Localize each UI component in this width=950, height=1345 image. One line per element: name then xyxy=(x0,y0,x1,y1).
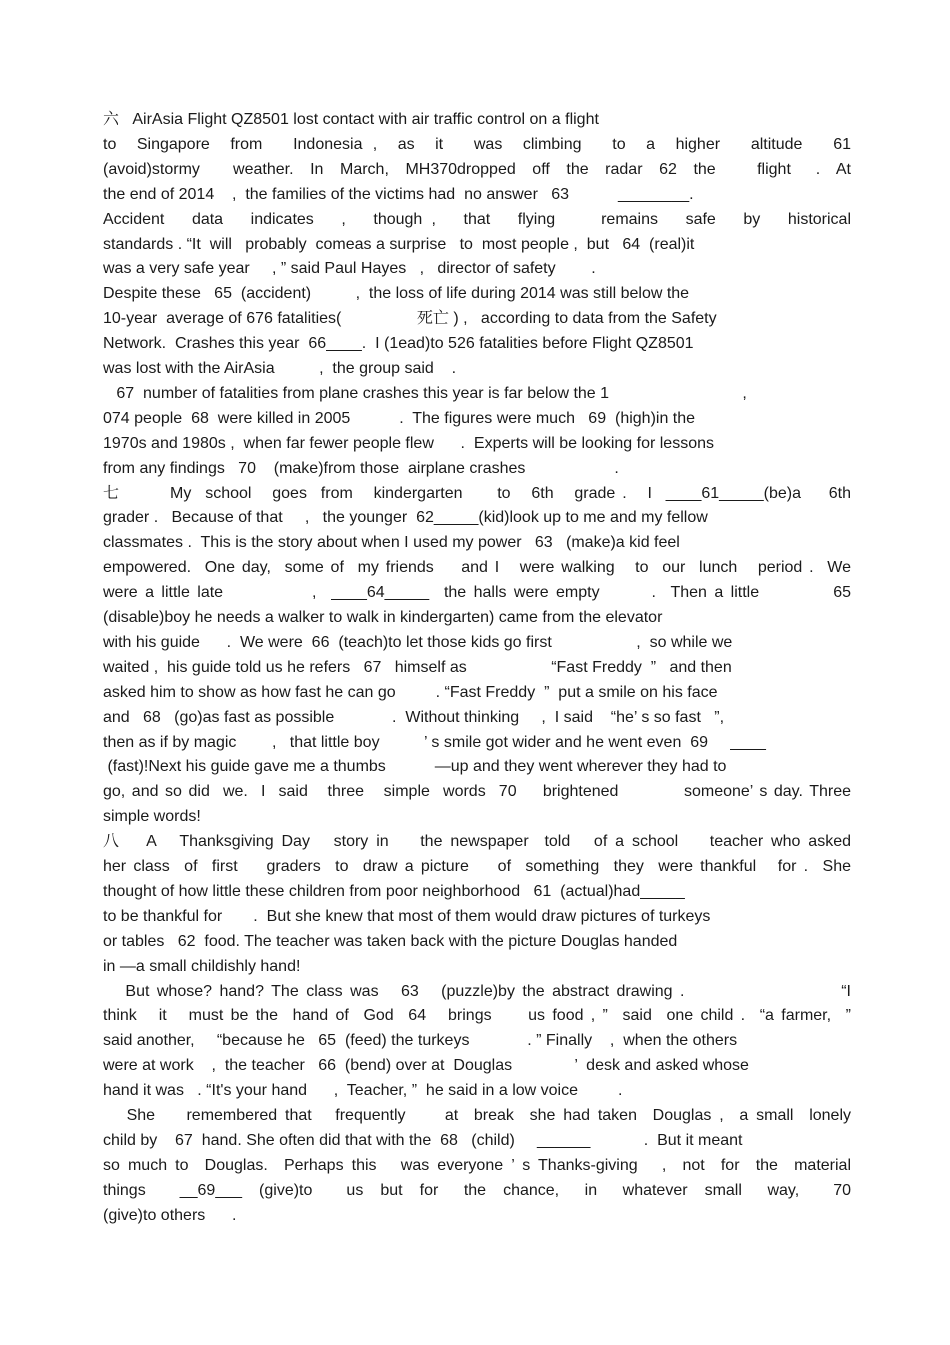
text-line: Despite these 65 (accident) , the loss of life during 2014 was still below the xyxy=(103,285,690,303)
text-line: 七 My school goes from kindergarten to 6th grade . I ____61_____(be)a 6th xyxy=(103,484,851,502)
text-line: grader . Because of that , the younger 62_____(kid)look up to me and my fellow xyxy=(103,509,708,527)
text-line: from any findings 70 (make)from those airplane crashes . xyxy=(103,459,619,477)
text-line: then as if by magic , that little boy ’ s smile got wider and he went even 69 ____ xyxy=(103,733,766,751)
text-line: with his guide . We were 66 (teach)to let those kids go first , so while we xyxy=(103,633,733,651)
text-line: the end of 2014 , the families of the victims had no answer 63 ________. xyxy=(103,185,694,203)
text-line: hand it was . “It's your hand , Teacher, ” he said in a low voice . xyxy=(103,1082,623,1100)
text-line: so much to Douglas. Perhaps this was everyone ’ s Thanks-giving , not for the material xyxy=(103,1156,851,1174)
text-line: was lost with the AirAsia , the group said . xyxy=(103,360,457,377)
text-line: 074 people 68 were killed in 2005 . The figures were much 69 (high)in the xyxy=(103,409,696,427)
text-line: think it must be the hand of God 64 brings us food , ” said one child . “a farmer, ” xyxy=(103,1007,851,1025)
text-line: was a very safe year , ” said Paul Hayes , director of safety . xyxy=(103,260,596,278)
text-line: 八 A Thanksgiving Day story in the newspaper told of a school teacher who asked xyxy=(103,833,851,851)
text-line: were at work , the teacher 66 (bend) over at Douglas ’ desk and asked whose xyxy=(103,1057,749,1075)
text-line: in —a small childishly hand! xyxy=(103,957,301,975)
text-line: her class of first graders to draw a picture of something they were thankful for . She xyxy=(103,858,851,875)
text-line: 1970s and 1980s , when far fewer people flew . Experts will be looking for lessons xyxy=(103,434,714,452)
text-line: (give)to others . xyxy=(103,1206,237,1224)
text-line: But whose? hand? The class was 63 (puzzle)by the abstract drawing . “I xyxy=(103,982,851,1000)
text-line: 67 number of fatalities from plane crashes this year is far below the 1 , xyxy=(103,384,747,402)
text-line: and 68 (go)as fast as possible . Without thinking , I said “he’ s so fast ”, xyxy=(103,708,725,726)
text-line: asked him to show as how fast he can go . “Fast Freddy ” put a smile on his face xyxy=(103,683,718,701)
text-line: standards . “It will probably comeas a surprise to most people , but 64 (real)it xyxy=(103,235,695,253)
text-line: go, and so did we. I said three simple words 70 brightened someone’ s day. Three xyxy=(103,783,851,801)
text-line: waited , his guide told us he refers 67 himself as “Fast Freddy ” and then xyxy=(103,658,732,676)
text-line: (fast)!Next his guide gave me a thumbs —up and they went wherever they had to xyxy=(103,758,727,776)
text-line: 六 AirAsia Flight QZ8501 lost contact with air traffic control on a flight xyxy=(103,111,599,128)
text-line: said another, “because he 65 (feed) the turkeys . ” Finally , when the others xyxy=(103,1032,738,1050)
text-line: thought of how little these children from poor neighborhood 61 (actual)had_____ xyxy=(103,882,685,900)
text-line: classmates . This is the story about when I used my power 63 (make)a kid feel xyxy=(103,534,680,552)
text-line: Network. Crashes this year 66____. I (1ead)to 526 fatalities before Flight QZ8501 xyxy=(103,335,694,353)
text-line: or tables 62 food. The teacher was taken back with the picture Douglas handed xyxy=(103,932,678,950)
text-line: 10-year average of 676 fatalities( 死亡 ) , according to data from the Safety xyxy=(103,310,717,328)
text-line: (avoid)stormy weather. In March, MH370dropped off the radar 62 the flight . At xyxy=(103,160,851,178)
text-line: to be thankful for . But she knew that most of them would draw pictures of turkeys xyxy=(103,907,711,925)
text-line: to Singapore from Indonesia , as it was climbing to a higher altitude 61 xyxy=(103,135,851,153)
text-line: She remembered that frequently at break she had taken Douglas , a small lonely xyxy=(103,1107,851,1124)
text-line: child by 67 hand. She often did that with the 68 (child) ______ . But it meant xyxy=(103,1131,743,1149)
text-line: empowered. One day, some of my friends and I were walking to our lunch period . We xyxy=(103,559,851,577)
text-line: Accident data indicates , though , that flying remains safe by historical xyxy=(103,210,851,228)
text-line: simple words! xyxy=(103,808,201,826)
text-line: (disable)boy he needs a walker to walk in kindergarten) came from the elevator xyxy=(103,609,663,626)
text-line: things __69___ (give)to us but for the chance, in whatever small way, 70 xyxy=(103,1181,851,1199)
text-line: were a little late , ____64_____ the halls were empty . Then a little 65 xyxy=(103,584,851,602)
